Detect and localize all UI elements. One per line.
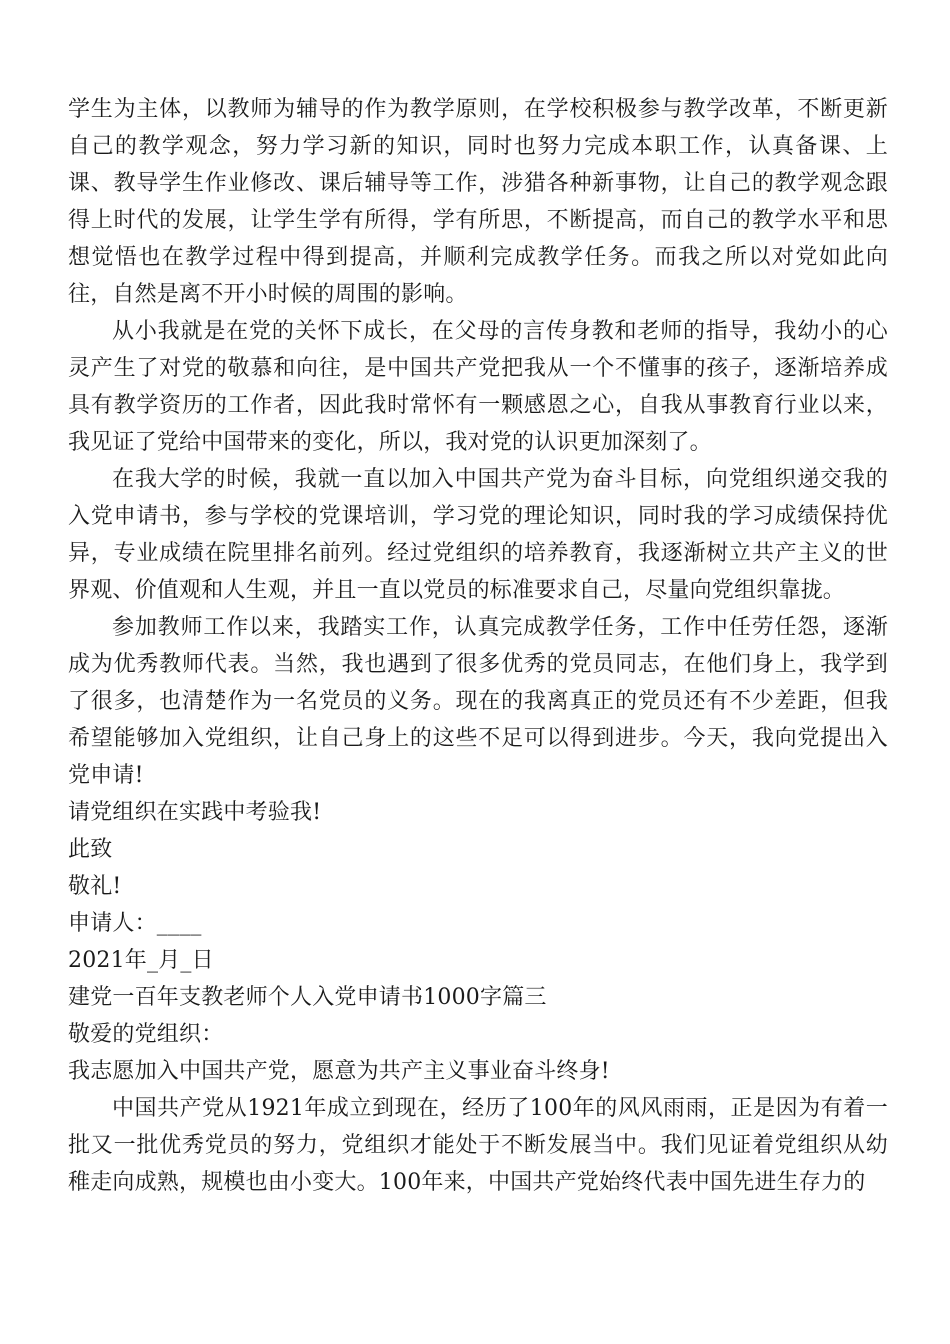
section-heading: 建党一百年支教老师个人入党申请书1000字篇三	[68, 985, 547, 1010]
paragraph-university: 在我大学的时候，我就一直以加入中国共产党为奋斗目标，向党组织递交我的入党申请书，参与学校的党课培训，学习党的理论知识，同时我的学习成绩保持优异，专业成绩在院里排名前列。经过党组织的培养教育，我逐渐树立共产主义的世界观、价值观和人生观，并且一直以党员的标准要求自己，尽量向党组织靠拢。	[68, 467, 888, 603]
greeting-line: 敬爱的党组织：	[68, 1022, 224, 1047]
document-body	[68, 91, 888, 1201]
salutation-line: 此致	[68, 837, 113, 862]
pledge-line: 我志愿加入中国共产党，愿意为共产主义事业奋斗终身!	[68, 1059, 610, 1084]
paragraph-party-history: 中国共产党从1921年成立到现在，经历了100年的风风雨雨，正是因为有着一批又一批优秀党员的努力，党组织才能处于不断发展当中。我们见证着党组织从幼稚走向成熟，规模也由小变大。100年来，中国共产党始终代表中国先进生存力的	[68, 1096, 888, 1195]
paragraph-childhood: 从小我就是在党的关怀下成长，在父母的言传身教和老师的指导，我幼小的心灵产生了对党的敬慕和向往，是中国共产党把我从一个不懂事的孩子，逐渐培养成具有教学资历的工作者，因此我时常怀有一颗感恩之心，自我从事教育行业以来，我见证了党给中国带来的变化，所以，我对党的认识更加深刻了。	[68, 319, 888, 455]
applicant-line: 申请人：____	[68, 911, 202, 936]
regards-line: 敬礼!	[68, 874, 122, 899]
date-line: 2021年_月_日	[68, 948, 214, 973]
paragraph-continuation: 学生为主体，以教师为辅导的作为教学原则，在学校积极参与教学改革，不断更新自己的教学观念，努力学习新的知识，同时也努力完成本职工作，认真备课、上课、教导学生作业修改、课后辅导等工作，涉猎各种新事物，让自己的教学观念跟得上时代的发展，让学生学有所得，学有所思，不断提高，而自己的教学水平和思想觉悟也在教学过程中得到提高，并顺利完成教学任务。而我之所以对党如此向往，自然是离不开小时候的周围的影响。	[68, 97, 888, 307]
request-line: 请党组织在实践中考验我!	[68, 800, 322, 825]
paragraph-teaching-work: 参加教师工作以来，我踏实工作，认真完成教学任务，工作中任劳任怨，逐渐成为优秀教师代表。当然，我也遇到了很多优秀的党员同志，在他们身上，我学到了很多，也清楚作为一名党员的义务。现在的我离真正的党员还有不少差距，但我希望能够加入党组织，让自己身上的这些不足可以得到进步。今天，我向党提出入党申请!	[68, 615, 888, 788]
